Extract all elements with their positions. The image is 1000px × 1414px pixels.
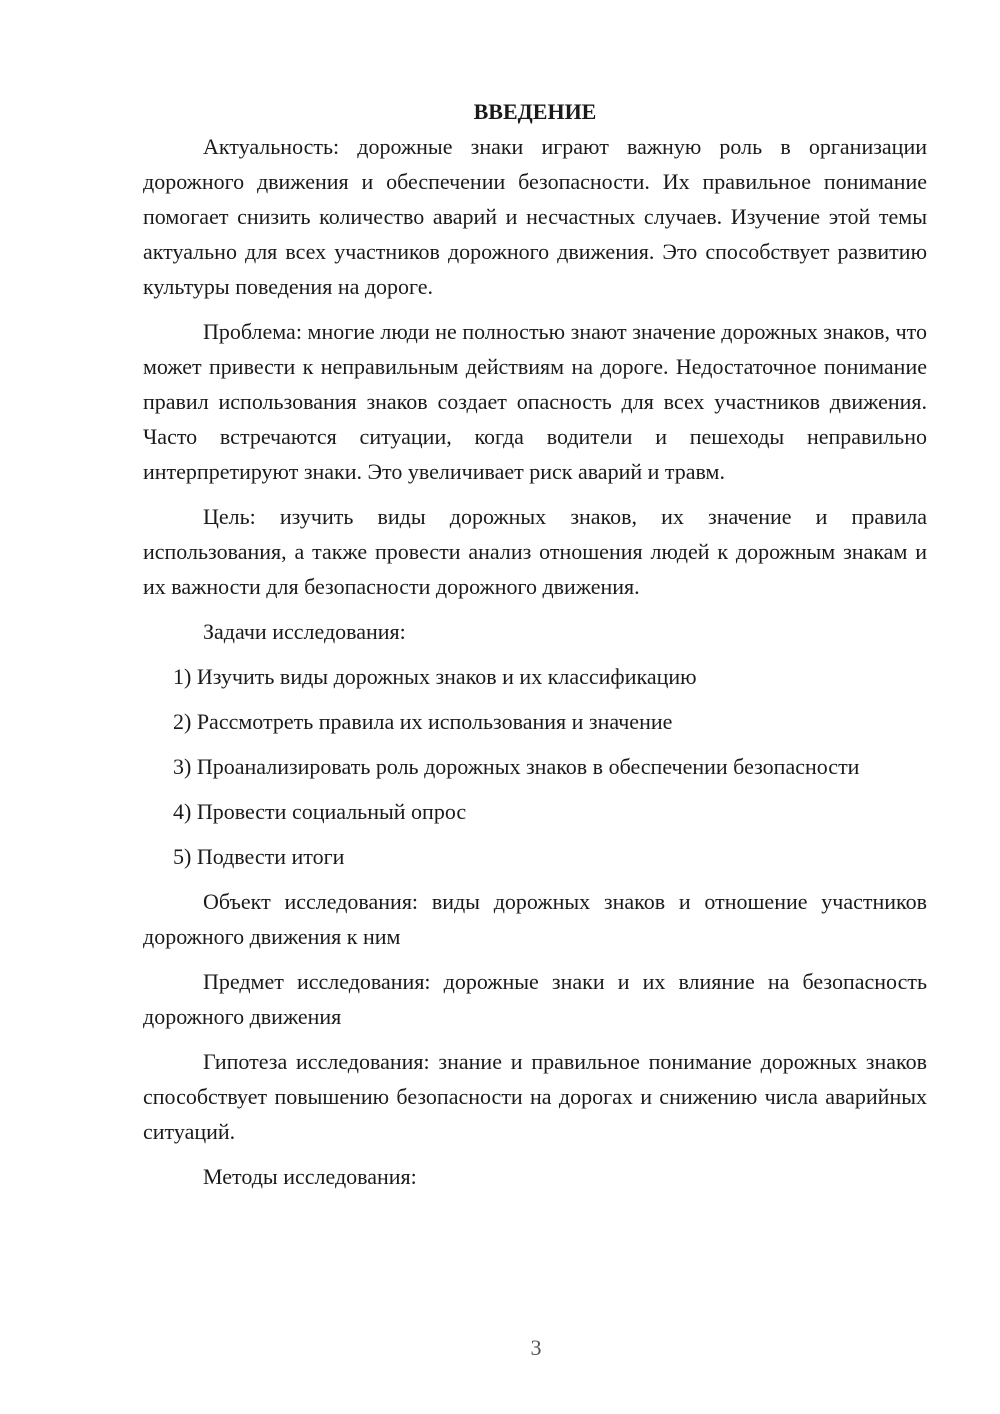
section-title: ВВЕДЕНИЕ [473,99,597,124]
page-number: 3 [530,1335,542,1360]
paragraph-goal: Цель: изучить виды дорожных знаков, их значение и правила использования, а также провести анализ отношения людей к дорожным знакам и их важности для безопасности дорожного движения. [143,504,927,599]
paragraph-problem: Проблема: многие люди не полностью знают значение дорожных знаков, что может привести к неправильным действиям на дороге. Недостаточное понимание правил использования знаков создает опасность для всех участников движения. Часто встречаются ситуации, когда водители и пешеходы неправильно интерпретируют знаки. Это увеличивает риск аварий и травм. [143,319,927,484]
tasks-list [143,659,927,874]
list-item: 1) Изучить виды дорожных знаков и их классификацию [173,664,697,689]
paragraph-relevance: Актуальность: дорожные знаки играют важную роль в организации дорожного движения и обеспечении безопасности. Их правильное понимание помогает снизить количество аварий и несчастных случаев. Изучение этой темы актуально для всех участников дорожного движения. Это способствует развитию культуры поведения на дороге. [143,134,927,299]
tasks-heading: Задачи исследования: [203,619,406,644]
list-item: 5) Подвести итоги [173,844,345,869]
document-page [143,94,927,1204]
paragraph-object: Объект исследования: виды дорожных знаков и отношение участников дорожного движения к ним [143,889,927,949]
methods-heading: Методы исследования: [203,1164,417,1189]
list-item: 2) Рассмотреть правила их использования и значение [173,709,673,734]
list-item: 4) Провести социальный опрос [173,799,467,824]
paragraph-subject: Предмет исследования: дорожные знаки и их влияние на безопасность дорожного движения [143,969,927,1029]
paragraph-hypothesis: Гипотеза исследования: знание и правильное понимание дорожных знаков способствует повышению безопасности на дорогах и снижению числа аварийных ситуаций. [143,1049,927,1144]
list-item: 3) Проанализировать роль дорожных знаков в обеспечении безопасности [173,754,860,779]
